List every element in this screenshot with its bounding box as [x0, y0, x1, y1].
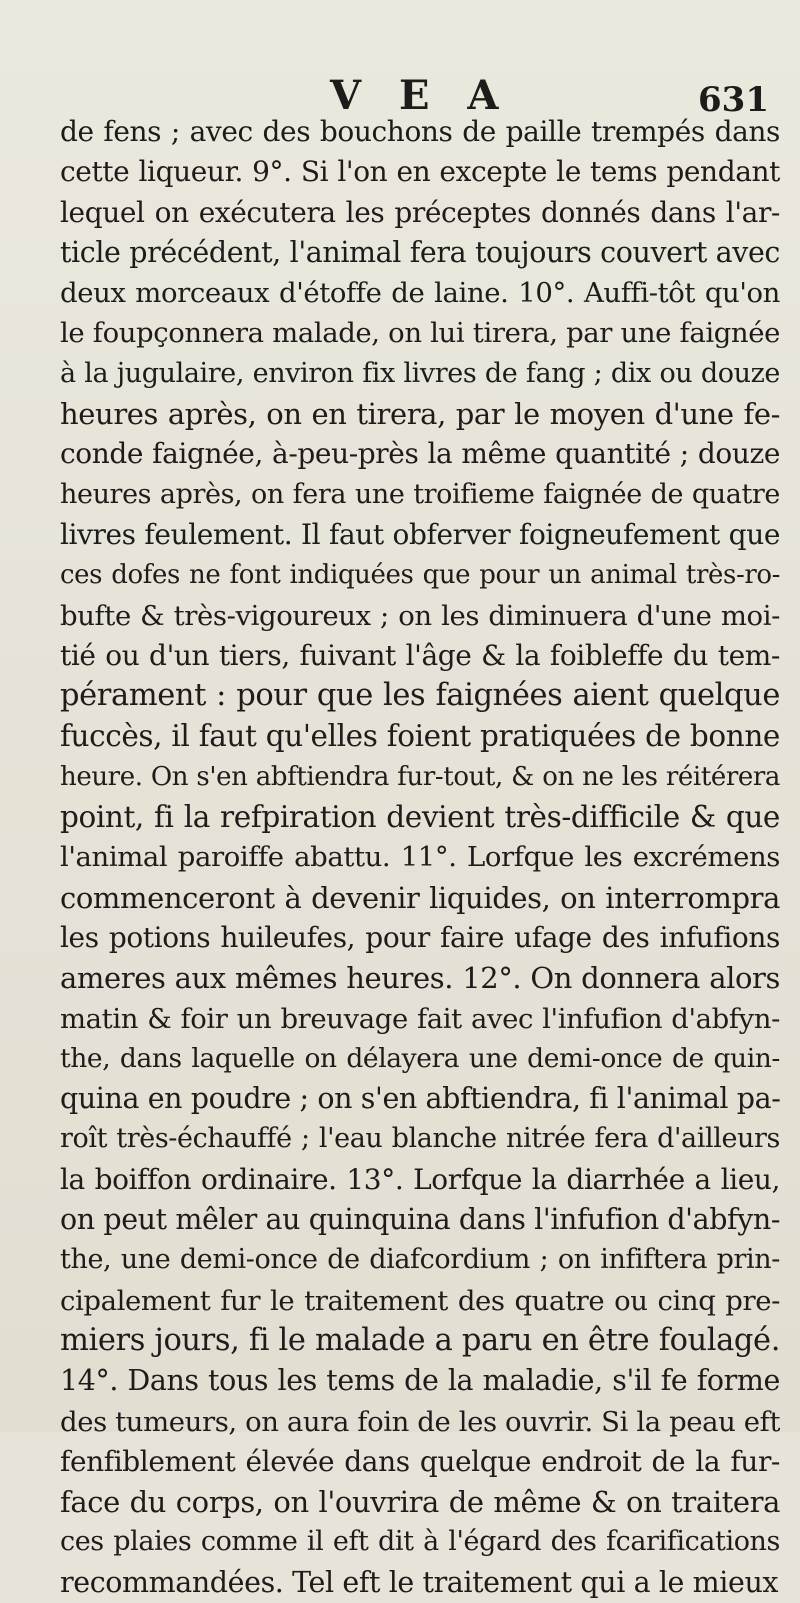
text-line: heures après, on fera une troifieme faignée de quatre — [60, 478, 780, 510]
text-line: tié ou d'un tiers, fuivant l'âge & la foibleffe du tem- — [60, 638, 780, 672]
text-line: heures après, on en tirera, par le moyen d'une fe- — [60, 397, 780, 432]
text-line: les potions huileufes, pour faire ufage des infufions — [60, 920, 780, 954]
text-line: commenceront à devenir liquides, on interrompra — [60, 880, 780, 915]
text-line: lequel on exécutera les préceptes donnés dans l'ar- — [60, 195, 780, 229]
text-line: face du corps, on l'ouvrira de même & on traitera — [60, 1485, 780, 1520]
text-line: 14°. Dans tous les tems de la maladie, s'il fe forme — [60, 1364, 780, 1398]
text-line: la boiffon ordinaire. 13°. Lorfque la diarrhée a lieu, — [60, 1162, 780, 1196]
running-head: V E A — [330, 72, 511, 119]
text-line: roît très-échauffé ; l'eau blanche nitrée fera d'ailleurs — [60, 1123, 780, 1155]
text-line: le foupçonnera malade, on lui tirera, par une faignée — [60, 317, 780, 350]
text-line: livres feulement. Il faut obferver foigneufement que — [60, 517, 780, 551]
text-line: miers jours, fi le malade a paru en être foulagé. — [60, 1322, 780, 1358]
text-line: cette liqueur. 9°. Si l'on en excepte le tems pendant — [60, 155, 780, 189]
text-line: de fens ; avec des bouchons de paille trempés dans — [60, 115, 780, 148]
text-line: conde faignée, à-peu-près la même quantité ; douze — [60, 437, 780, 471]
text-line: point, fi la refpiration devient très-difficile & que — [60, 800, 780, 835]
text-line: on peut mêler au quinquina dans l'infufion d'abfyn- — [60, 1203, 780, 1237]
text-line: bufte & très-vigoureux ; on les diminuera d'une moi- — [60, 599, 780, 632]
text-line: deux morceaux d'étoffe de laine. 10°. Auffi-tôt qu'on — [60, 277, 780, 310]
page-number: 631 — [698, 80, 769, 120]
text-line: matin & foir un breuvage fait avec l'infufion d'abfyn- — [60, 1002, 780, 1035]
text-line: pérament : pour que les faignées aient quelque — [60, 678, 780, 714]
body-text — [60, 112, 780, 1603]
text-line: ces dofes ne font indiquées que pour un animal très-ro- — [60, 560, 780, 591]
text-line: the, dans laquelle on délayera une demi-once de quin- — [60, 1042, 780, 1074]
text-line: cipalement fur le traitement des quatre ou cinq pre- — [60, 1284, 780, 1317]
text-line: fuccès, il faut qu'elles foient pratiquées de bonne — [60, 719, 780, 754]
text-line: ticle précédent, l'animal fera toujours couvert avec — [60, 235, 780, 269]
text-line: ces plaies comme il eft dit à l'égard des fcarifications — [60, 1526, 780, 1558]
text-line: recommandées. Tel eft le traitement qui a le mieux — [60, 1565, 779, 1599]
text-line: heure. On s'en abftiendra fur-tout, & on ne les réitérera — [60, 761, 780, 792]
text-line: ameres aux mêmes heures. 12°. On donnera alors — [60, 961, 780, 996]
text-line: à la jugulaire, environ fix livres de fang ; dix ou douze — [60, 357, 780, 389]
text-line: quina en poudre ; on s'en abftiendra, fi l'animal pa- — [60, 1082, 780, 1116]
text-line: fenfiblement élevée dans quelque endroit de la fur- — [60, 1444, 780, 1478]
text-line: the, une demi-once de diafcordium ; on infiftera prin- — [60, 1244, 780, 1276]
text-line: l'animal paroiffe abattu. 11°. Lorfque les excrémens — [60, 841, 780, 874]
text-line: des tumeurs, on aura foin de les ouvrir. Si la peau eft — [60, 1405, 780, 1438]
